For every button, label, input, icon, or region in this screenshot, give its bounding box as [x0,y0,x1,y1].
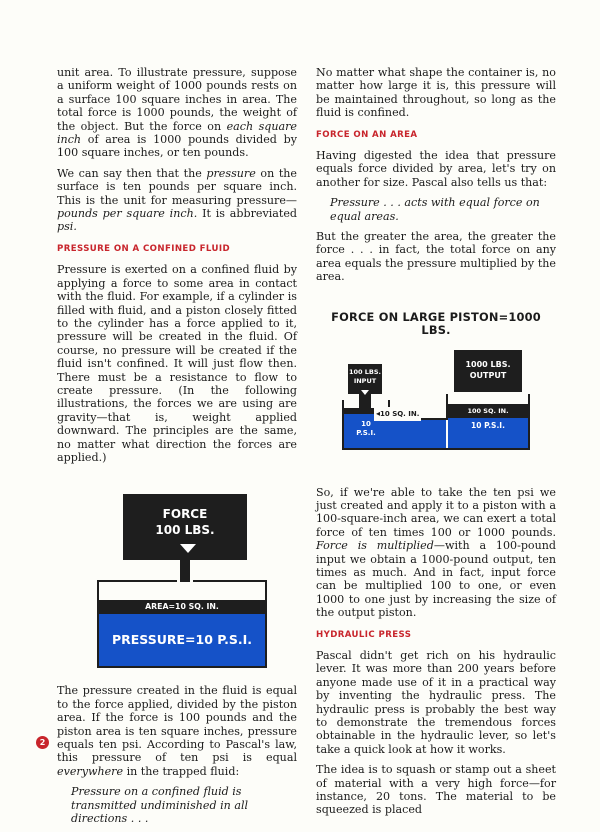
paragraph: The pressure created in the fluid is equal to the force applied, divided by the piston area. If the force is 100 pounds and the piston area is ten square inches, pressure equals ten psi. According to Pascal's law, this pressure of ten psi is equal everywhere in the trapped fluid: [57,684,297,778]
confined-fluid-diagram [97,494,267,670]
input-rod [359,394,371,408]
section-heading: HYDRAULIC PRESS [316,629,412,640]
quote: Pressure . . . acts with equal force on equal areas. [330,196,540,223]
right-column [316,66,556,824]
large-area-label: 100 SQ. IN. [448,404,528,418]
paragraph: No matter what shape the container is, no matter how large it is, this pressure will be maintained throughout, so long as the fluid is confined. [316,66,556,120]
input-box: 100 LBS. INPUT [348,364,382,394]
cylinder-bottom [97,666,267,668]
output-box: 1000 LBS. OUTPUT [454,350,522,392]
arrow-down-icon [361,390,369,395]
figure-title: FORCE ON LARGE PISTON=1000 LBS. [331,309,541,338]
paragraph: Pascal didn't get rich on his hydraulic lever. It was more than 200 years before anyone made use of it in a practical way by inventing the hydraulic press. The hydraulic press is probably the best way to demonstrate the tremendous forces obtainable in the hydraulic lever, so let's take a quick look at how it works. [316,648,556,756]
paragraph: unit area. To illustrate pressure, suppose a uniform weight of 1000 pounds rests on a surface 100 square inches in area. The total force is 1000 pounds, the weight of the object. But the force on each square inch of area is 1000 pounds divided by 100 square inches, or ten pounds. [57,66,297,160]
cylinder-top [193,580,267,582]
paragraph: Having digested the idea that pressure equals force divided by area, let's try on another for size. Pascal also tells us that: [316,149,556,189]
paragraph: The idea is to squash or stamp out a sheet of material with a very high force—for instance, 20 tons. The material to be squeezed is placed [316,763,556,817]
cylinder-wall [265,582,267,668]
piston-rod [180,560,190,582]
small-area-label: ◂10 SQ. IN. [374,407,421,421]
force-box: FORCE 100 LBS. [123,494,247,560]
section-heading: FORCE ON AN AREA [316,129,418,140]
left-column [57,66,297,832]
paragraph: Pressure is exerted on a confined fluid by applying a force to some area in contact with the fluid. For example, if a cylinder is filled with fluid, and a piston closely fitted to the cylinder has a force applied to it, pressure will be created in the fluid. Of course, no pressure will be created if the fluid isn't confined. It will just flow then. There must be a resistance to flow to create pressure. (In the following illustrations, the forces we are using are gravity—that is, weight applied downward. The principles are the same, no matter what direction the forces are applied.) [57,263,297,464]
page-number: 2 [36,736,49,749]
cylinder-wall [528,394,530,450]
connecting-fluid [388,420,446,448]
piston-area-label: AREA=10 SQ. IN. [99,600,265,614]
arrow-down-icon [180,544,196,553]
arrow-left-icon: ◂ [376,408,381,418]
pressure-label: PRESSURE=10 P.S.I. [99,614,265,666]
hydraulic-lever-diagram [330,350,530,450]
cylinder-top [97,580,177,582]
small-cylinder-fluid: 10 P.S.I. [344,414,388,448]
section-heading: PRESSURE ON A CONFINED FLUID [57,243,230,254]
paragraph: So, if we're able to take the ten psi we just created and apply it to a piston with a 100-square-inch area, we can exert a total force of ten times 100 or 1000 pounds. Force is multiplied—with a 100-pound input we obtain a 1000-pound output, ten times as much. And in fact, input force can be multiplied 100 to one, or even 1000 to one just by increasing the size of the output piston. [316,485,556,620]
paragraph: But the greater the area, the greater the force . . . in fact, the total force on any area equals the pressure multiplied by the area. [316,230,556,284]
large-pressure-label: 10 P.S.I. [448,418,528,448]
paragraph: We can say then that the pressure on the surface is ten pounds per square inch. This is the unit for measuring pressure—pounds per square inch. It is abbreviated psi. [57,166,297,234]
quote: Pressure on a confined fluid is transmitted undiminished in all directions . . . [71,785,249,826]
cylinder-bottom [342,448,530,450]
